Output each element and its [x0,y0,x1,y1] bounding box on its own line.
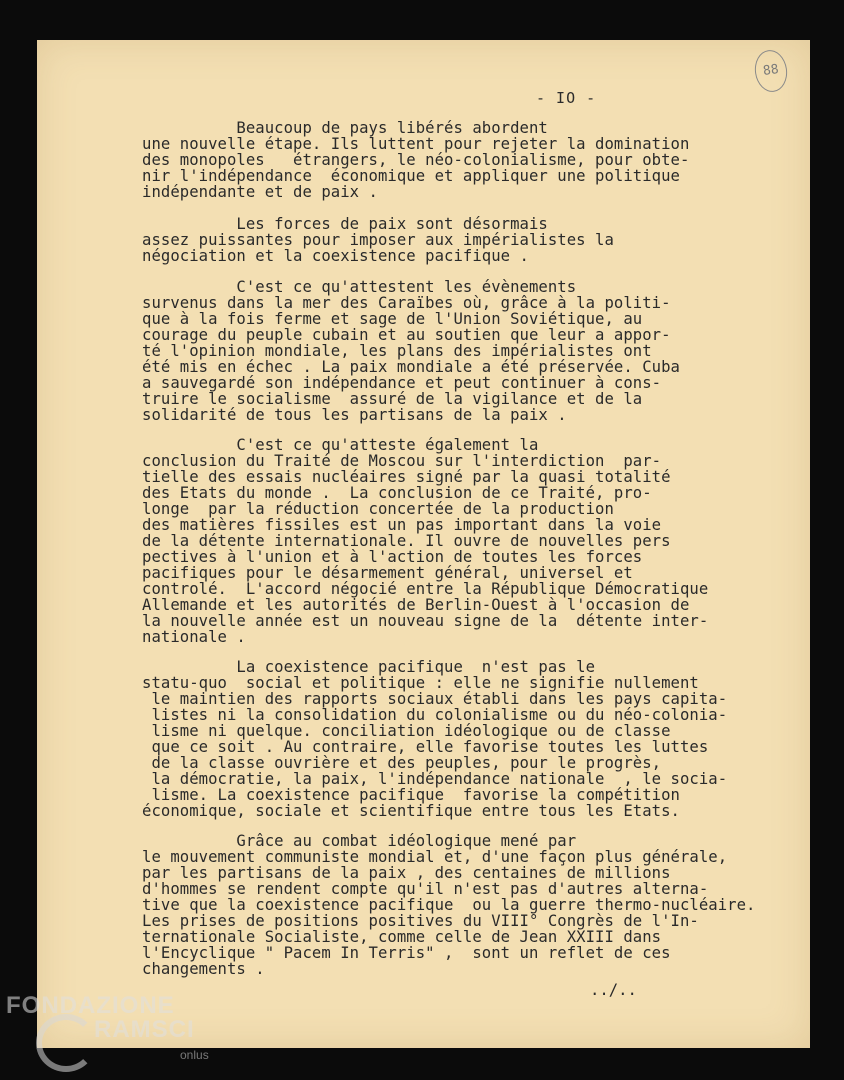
archive-stamp: 88 [752,48,790,94]
gramsci-logo-icon [36,1014,96,1072]
watermark-line-3: onlus [180,1048,209,1062]
paragraph-5: La coexistence pacifique n'est pas le statu-quo social et politique : elle ne signifie nullement le maintien des rapports sociaux établi dans les pays capita- listes ni la consolidation du colonialisme ou du néo-colonia- lisme ni quelque. conciliation idéologique ou de classe que ce soit . Au contraire, elle favorise toutes les luttes de la classe ouvrière et des peuples, pour le progrès, la démocratie, la paix, l'indépendance nationale , le socia- lisme. La coexistence pacifique favorise la compétition économique, sociale et scientifique entre tous les Etats. [142,658,728,820]
watermark-line-1: FONDAZIONE [6,992,175,1019]
fondazione-gramsci-watermark [6,992,226,1078]
paragraph-1: Beaucoup de pays libérés abordent une nouvelle étape. Ils luttent pour rejeter la domination des monopoles étrangers, le néo-colonialisme, pour obte- nir l'indépendance économique et appliquer une politique indépendante et de paix . [142,119,690,201]
paragraph-3: C'est ce qu'attestent les évènements survenus dans la mer des Caraïbes où, grâce à la politi- que à la fois ferme et sage de l'Union Soviétique, au courage du peuple cubain et au soutien que leur a appor- té l'opinion mondiale, les plans des impérialistes ont été mis en échec . La paix mondiale a été préservée. Cuba a sauvegardé son indépendance et peut continuer à cons- truire le socialisme assuré de la vigilance et de la solidarité de tous les partisans de la paix . [142,278,680,424]
paragraph-6: Grâce au combat idéologique mené par le mouvement communiste mondial et, d'une façon plus générale, par les partisans de la paix , des centaines de millions d'hommes se rendent compte qu'il n'est pas d'autres alterna- tive que la coexistence pacifique ou la guerre thermo-nucléaire. Les prises de positions positives du VIII° Congrès de l'In- ternationale Socialiste, comme celle de Jean XXIII dans l'Encyclique " Pacem In Terris" , sont un reflet de ces changements . [142,832,756,978]
continuation-mark: ../.. [590,981,637,999]
paragraph-2: Les forces de paix sont désormais assez puissantes pour imposer aux impérialistes la négociation et la coexistence pacifique . [142,215,614,265]
paragraph-4: C'est ce qu'atteste également la conclusion du Traité de Moscou sur l'interdiction par- tielle des essais nucléaires signé par la quasi totalité des Etats du monde . La conclusion de ce Traité, pro- longe par la réduction concertée de la production des matières fissiles est un pas important dans la voie de la détente internationale. Il ouvre de nouvelles pers pectives à l'union et à l'action de toutes les forces pacifiques pour le désarmement général, universel et controlé. L'accord négocié entre la République Démocratique Allemande et les autorités de Berlin-Ouest à l'occasion de la nouvelle année est un nouveau signe de la détente inter- nationale . [142,436,709,646]
watermark-line-2: RAMSCI [94,1016,195,1043]
page-number: - IO - [536,89,597,107]
